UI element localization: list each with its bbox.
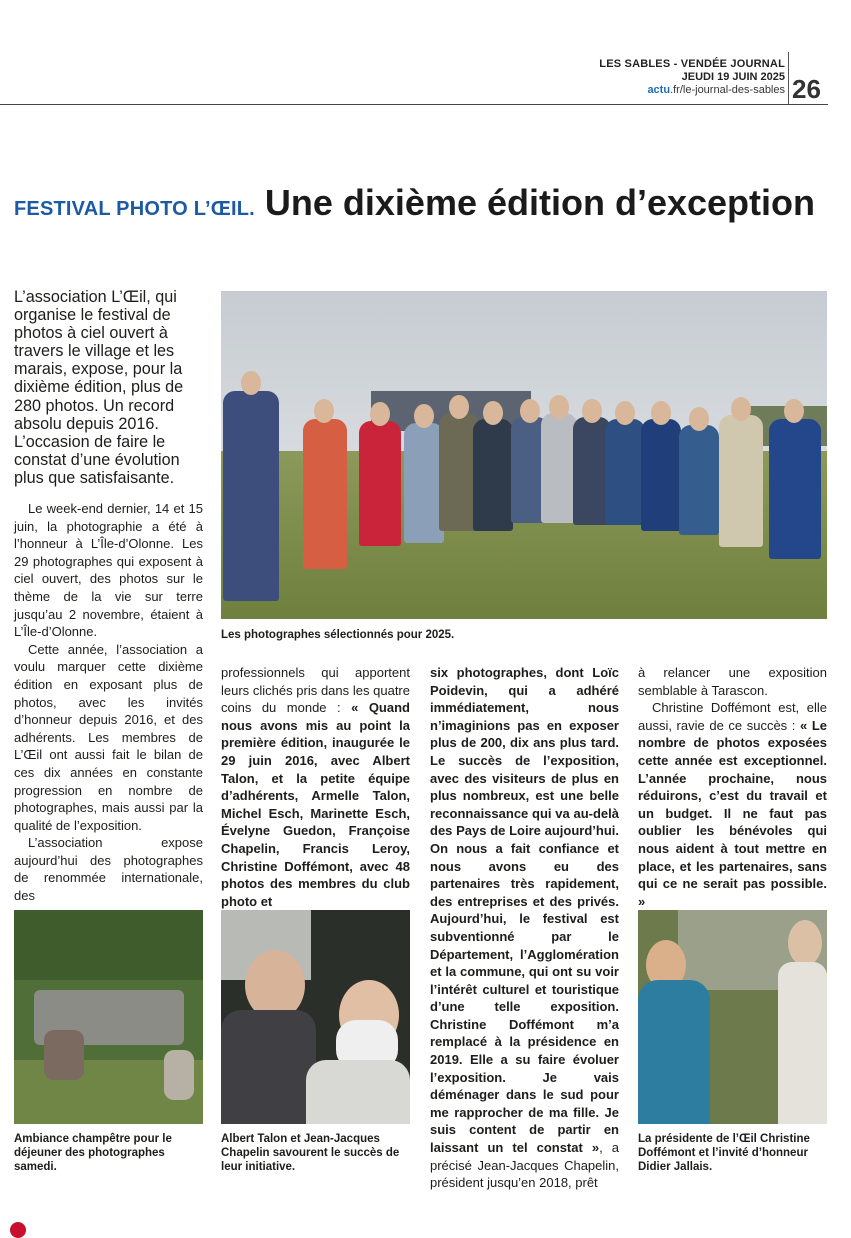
column-3 xyxy=(430,664,619,1192)
page-number: 26 xyxy=(792,74,821,104)
picnic-photo xyxy=(14,910,203,1124)
paragraph xyxy=(221,664,410,910)
publication-name: LES SABLES - VENDÉE JOURNAL xyxy=(599,58,785,70)
president-photo-caption: La présidente de l’Œil Christine Doffémont et l’invité d’honneur Didier Jallais. xyxy=(638,1133,810,1173)
paragraph: Cette année, l’association a voulu marquer cette dixième édition en exposant plus de photos, avec les invités d’honneur depuis 2016, et des adhérents. Les membres de L’Œil ont aussi fait le bilan de ces dix années en constante progression en nombre de photographes, mais aussi par la qualité de l’exposition. xyxy=(14,641,203,833)
article-headline xyxy=(14,182,824,232)
picnic-photo-caption: Ambiance champêtre pour le déjeuner des photographes samedi. xyxy=(14,1133,172,1173)
url-path: .fr/le-journal-des-sables xyxy=(670,84,785,96)
headline-title: Une dixième édition d’exception xyxy=(254,182,815,223)
page-marker-dot xyxy=(10,1222,26,1238)
url-brand: actu xyxy=(647,84,671,96)
paragraph xyxy=(638,699,827,910)
article-lead: L’association L’Œil, qui organise le festival de photos à ciel ouvert à travers le village et les marais, expose, pour la dixième édition, plus de 280 photos. Un record absolu depuis 2016. L’occasion de faire le constat d’une évolution plus que satisfaisante. xyxy=(14,288,184,487)
header-divider xyxy=(788,52,789,104)
column-2 xyxy=(221,664,410,910)
headline-kicker: FESTIVAL PHOTO L’ŒIL. xyxy=(14,198,255,220)
paragraph: Le week-end dernier, 14 et 15 juin, la photographie a été à l’honneur à L’Île-d’Olonne. Les 29 photographes qui exposent à ciel ouvert, des photos sur le thème de la vie sur terre jusqu’au 2 novembre, étaient à L’Île-d’Olonne. xyxy=(14,501,203,640)
paragraph: L’association expose aujourd’hui des photographes de renommée internationale, des xyxy=(14,835,203,904)
quote: « Le nombre de photos exposées cette année est exceptionnel. L’année prochaine, nous réduirons, c’est du travail et un budget. Il ne faut pas oublier les bénévoles qui nous aident à tout mettre en place, et les partenaires, sans qui ce ne serait pas possible. » xyxy=(638,717,827,909)
text-run: , a précisé Jean-Jacques Chapelin, président jusqu’en 2018, prêt xyxy=(430,1140,619,1191)
paragraph xyxy=(430,664,619,1192)
founders-photo-caption: Albert Talon et Jean-Jacques Chapelin savourent le succès de leur initiative. xyxy=(221,1133,400,1173)
column-4 xyxy=(638,664,827,910)
paragraph: à relancer une exposition semblable à Tarascon. xyxy=(638,665,827,698)
quote: « Quand nous avons mis au point la première édition, inaugurée le 29 juin 2016, avec Albert Talon, et la petite équipe d’adhérents, Armelle Talon, Michel Esch, Marinette Esch, Évelyne Guedon, Françoise Chapelin, Francis Leroy, Christine Doffémont, avec 48 photos des membres du club photo et xyxy=(221,700,410,909)
text-run: Christine Doffémont est, elle aussi, ravie de ce succès : xyxy=(638,700,827,733)
text-run: professionnels qui apportent leurs clichés pris dans les quatre coins du monde : xyxy=(221,665,410,716)
president-photo xyxy=(638,910,827,1124)
website-link[interactable] xyxy=(599,84,785,97)
main-group-photo xyxy=(221,291,827,619)
column-1 xyxy=(14,500,203,905)
header-rule xyxy=(0,104,828,105)
quote: six photographes, dont Loïc Poidevin, qui a adhéré immédiatement, nous n’imaginions pas en exposer plus de 200, dix ans plus tard. Le succès de l’exposition, avec des visiteurs de plus en plus nombreux, est une belle reconnaissance qui va au-delà des Pays de Loire aujourd’hui. On nous a fait confiance et nous avons eu des partenaires très rapidement, des entreprises et des privés. Aujourd’hui, le festival est subventionné par le Département, l’Agglomération et la commune, qui ont su voir l’intérêt culturel et touristique d’une telle exposition. Christine Doffémont m’a remplacé à la présidence en 2019. Elle a su faire évoluer l’exposition. Je vais déménager dans le sud pour me rapprocher de ma fille. Je suis content de partir en laissant un tel constat » xyxy=(430,665,619,1156)
issue-date: JEUDI 19 JUIN 2025 xyxy=(681,71,785,83)
page-header xyxy=(599,58,785,97)
founders-photo xyxy=(221,910,410,1124)
main-photo-caption: Les photographes sélectionnés pour 2025. xyxy=(221,629,455,641)
